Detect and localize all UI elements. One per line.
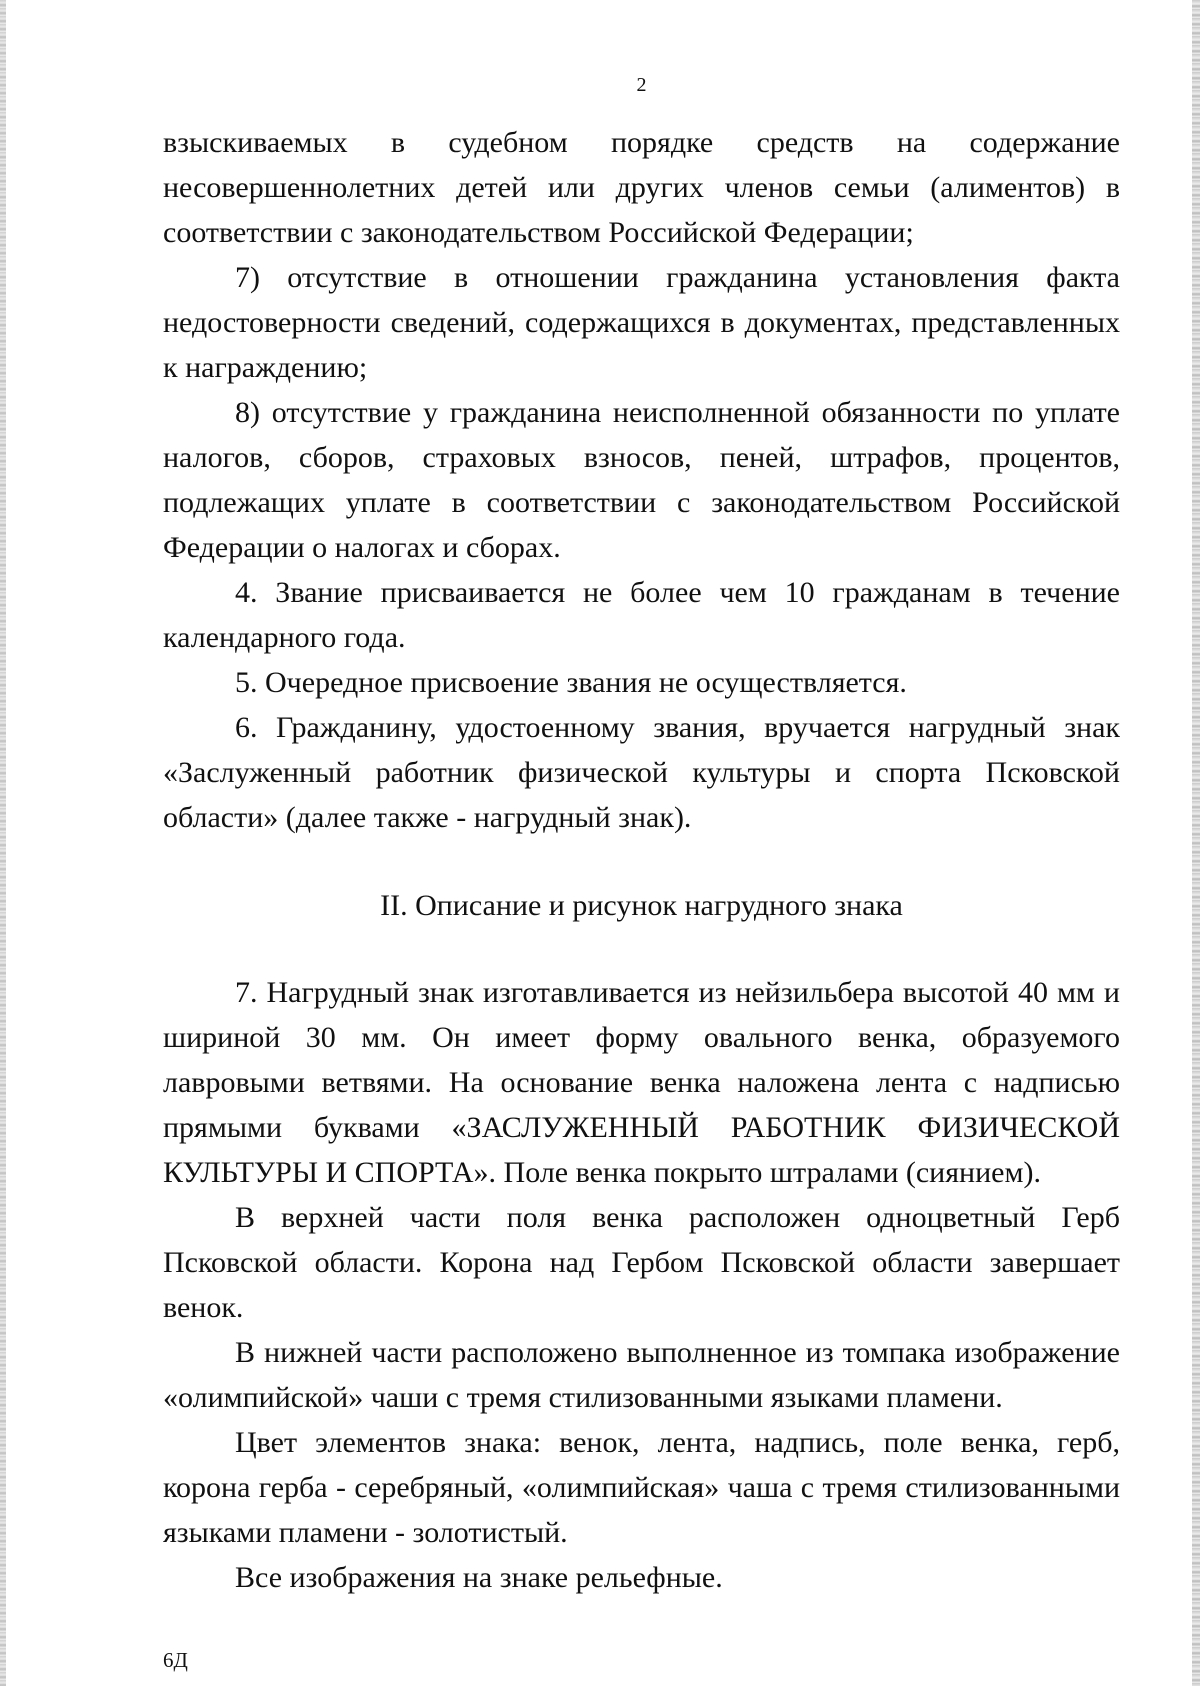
paragraph-relief: Все изображения на знаке рельефные.	[235, 1561, 723, 1594]
scan-edge-left	[0, 0, 6, 1686]
footer-code: 6Д	[163, 1648, 188, 1672]
paragraph-clause-5: 5. Очередное присвоение звания не осуществляется.	[235, 666, 907, 699]
document-body	[163, 120, 1120, 1600]
paragraph-clause-4: 4. Звание присваивается не более чем 10 гражданам в течение календарного года.	[163, 576, 1120, 654]
paragraph-item-7: 7) отсутствие в отношении гражданина установления факта недостоверности сведений, содержащихся в документах, представленных к награждению;	[163, 261, 1120, 384]
paragraph-colors: Цвет элементов знака: венок, лента, надпись, поле венка, герб, корона герба - серебряный, «олимпийская» чаша с тремя стилизованными языками пламени - золотистый.	[163, 1426, 1120, 1549]
paragraph-upper-field: В верхней части поля венка расположен одноцветный Герб Псковской области. Корона над Гербом Псковской области завершает венок.	[163, 1201, 1120, 1324]
paragraph-lower-part: В нижней части расположено выполненное из томпака изображение «олимпийской» чаши с тремя стилизованными языками пламени.	[163, 1336, 1120, 1414]
scan-edge-right	[1192, 0, 1200, 1686]
paragraph-clause-6: 6. Гражданину, удостоенному звания, вручается нагрудный знак «Заслуженный работник физической культуры и спорта Псковской области» (далее также - нагрудный знак).	[163, 711, 1120, 834]
paragraph-alimony-continuation: взыскиваемых в судебном порядке средств на содержание несовершеннолетних детей или других членов семьи (алиментов) в соответствии с законодательством Российской Федерации;	[163, 126, 1120, 249]
section-heading: II. Описание и рисунок нагрудного знака	[380, 889, 903, 922]
paragraph-clause-7: 7. Нагрудный знак изготавливается из нейзильбера высотой 40 мм и шириной 30 мм. Он имеет форму овального венка, образуемого лавровыми ветвями. На основание венка наложена лента с надписью прямыми буквами «ЗАСЛУЖЕННЫЙ РАБОТНИК ФИЗИЧЕСКОЙ КУЛЬТУРЫ И СПОРТА». Поле венка покрыто штралами (сиянием).	[163, 976, 1120, 1189]
page-number: 2	[636, 74, 647, 96]
paragraph-item-8: 8) отсутствие у гражданина неисполненной обязанности по уплате налогов, сборов, страховых взносов, пеней, штрафов, процентов, подлежащих уплате в соответствии с законодательством Российской Федерации о налогах и сборах.	[163, 396, 1120, 564]
